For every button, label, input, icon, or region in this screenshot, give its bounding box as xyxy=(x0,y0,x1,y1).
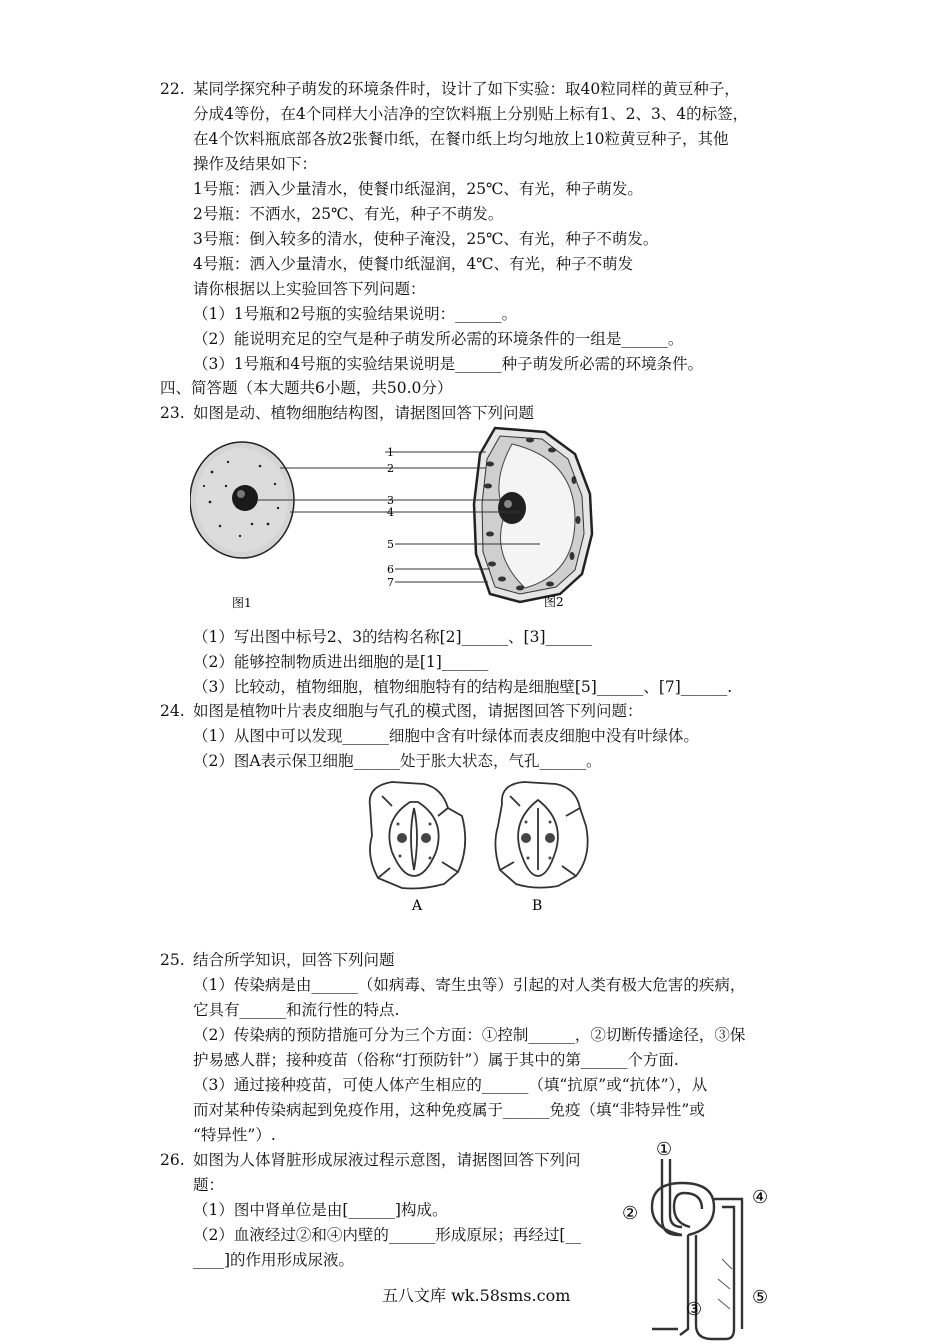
q24-item-2: （2）图A表示保卫细胞______处于胀大状态，气孔______。 xyxy=(193,752,602,770)
q22-number: 22. xyxy=(160,80,185,98)
stomata-a xyxy=(370,782,466,889)
stomata-b xyxy=(495,782,587,888)
label-1: 1 xyxy=(387,446,394,459)
q25-number: 25. xyxy=(160,951,185,969)
q22-item-3: （3）1号瓶和4号瓶的实验结果说明是______种子萌发所必需的环境条件。 xyxy=(193,355,704,373)
q25-stem: 结合所学知识，回答下列问题 xyxy=(193,951,395,969)
q25-line-3: （2）传染病的预防措施可分为三个方面：①控制______，②切断传播途径，③保 xyxy=(193,1026,746,1044)
label-6: 6 xyxy=(387,563,394,576)
q26-line-5: ____]的作用形成尿液。 xyxy=(193,1251,355,1269)
q22-item-2: （2）能说明充足的空气是种子萌发所必需的环境条件的一组是______。 xyxy=(193,330,684,348)
q26-line-1: 如图为人体肾脏形成尿液过程示意图，请据图回答下列问 xyxy=(193,1151,581,1169)
q22-line-2: 分成4等份，在4个同样大小洁净的空饮料瓶上分别贴上标有1、2、3、4的标签， xyxy=(193,105,749,123)
fig-label-a: A xyxy=(412,898,423,914)
nephron-label-2: ② xyxy=(622,1203,639,1224)
q23-item-3: （3）比较动，植物细胞，植物细胞特有的结构是细胞壁[5]______、[7]______. xyxy=(193,678,733,696)
q24-item-1: （1）从图中可以发现______细胞中含有叶绿体而表皮细胞中没有叶绿体。 xyxy=(193,727,699,745)
fig2-caption: 图2 xyxy=(544,595,564,609)
fig-label-b: B xyxy=(532,898,543,914)
q22-line-4: 操作及结果如下： xyxy=(193,155,318,173)
footer-watermark: 五八文库 wk.58sms.com xyxy=(382,1286,571,1305)
q22-line-1: 某同学探究种子萌发的环境条件时，设计了如下实验：取40粒同样的黄豆种子， xyxy=(193,80,740,98)
section-heading: 四、简答题（本大题共6小题，共50.0分） xyxy=(160,379,453,397)
q22-line-7: 3号瓶：倒入较多的清水，使种子淹没，25℃、有光，种子不萌发。 xyxy=(193,230,659,248)
cell-structure-figure xyxy=(190,424,610,609)
q26-line-3: （1）图中肾单位是由[______]构成。 xyxy=(193,1201,448,1219)
q22-item-1: （1）1号瓶和2号瓶的实验结果说明：______。 xyxy=(193,305,518,323)
q23-item-1: （1）写出图中标号2、3的结构名称[2]______、[3]______ xyxy=(193,628,592,646)
label-2: 2 xyxy=(387,462,394,475)
label-3: 3 xyxy=(387,494,394,507)
nephron-label-1: ① xyxy=(656,1139,673,1160)
label-5: 5 xyxy=(387,538,394,551)
nephron-label-5: ⑤ xyxy=(752,1287,769,1308)
q24-stem: 如图是植物叶片表皮细胞与气孔的模式图，请据图回答下列问题： xyxy=(193,702,643,720)
q26-number: 26. xyxy=(160,1151,185,1169)
plant-cell-figure xyxy=(474,428,592,602)
nephron-label-3: ③ xyxy=(686,1299,703,1320)
q23-item-2: （2）能够控制物质进出细胞的是[1]______ xyxy=(193,653,489,671)
q26-line-2: 题： xyxy=(193,1176,225,1194)
q25-line-5: （3）通过接种疫苗，可使人体产生相应的______（填“抗原”或“抗体”），从 xyxy=(193,1076,708,1094)
q25-line-6: 而对某种传染病起到免疫作用，这种免疫属于______免疫（填“非特异性”或 xyxy=(193,1101,705,1119)
q25-line-7: “特异性”）. xyxy=(193,1126,276,1144)
label-7: 7 xyxy=(387,576,394,589)
q22-line-6: 2号瓶：不洒水，25℃、有光，种子不萌发。 xyxy=(193,205,504,223)
q23-number: 23. xyxy=(160,404,185,422)
nephron-label-4: ④ xyxy=(752,1187,769,1208)
q25-line-2: 它具有______和流行性的特点. xyxy=(193,1001,400,1019)
q22-line-5: 1号瓶：洒入少量清水，使餐巾纸湿润，25℃、有光，种子萌发。 xyxy=(193,180,643,198)
q22-line-9: 请你根据以上实验回答下列问题： xyxy=(193,280,426,298)
q25-line-4: 护易感人群；接种疫苗（俗称“打预防针”）属于其中的第______个方面. xyxy=(193,1051,679,1069)
q25-line-1: （1）传染病是由______（如病毒、寄生虫等）引起的对人类有极大危害的疾病， xyxy=(193,976,746,994)
q22-line-3: 在4个饮料瓶底部各放2张餐巾纸，在餐巾纸上均匀地放上10粒黄豆种子，其他 xyxy=(193,130,729,148)
q26-line-4: （2）血液经过②和④内壁的______形成原尿；再经过[__ xyxy=(193,1226,581,1244)
q24-number: 24. xyxy=(160,702,185,720)
q22-line-8: 4号瓶：洒入少量清水，使餐巾纸湿润，4℃、有光，种子不萌发 xyxy=(193,255,634,273)
stomata-figure xyxy=(362,776,592,916)
q23-stem: 如图是动、植物细胞结构图，请据图回答下列问题 xyxy=(193,404,535,422)
nephron-figure xyxy=(622,1139,792,1344)
label-4: 4 xyxy=(387,506,394,519)
fig1-caption: 图1 xyxy=(232,596,252,609)
